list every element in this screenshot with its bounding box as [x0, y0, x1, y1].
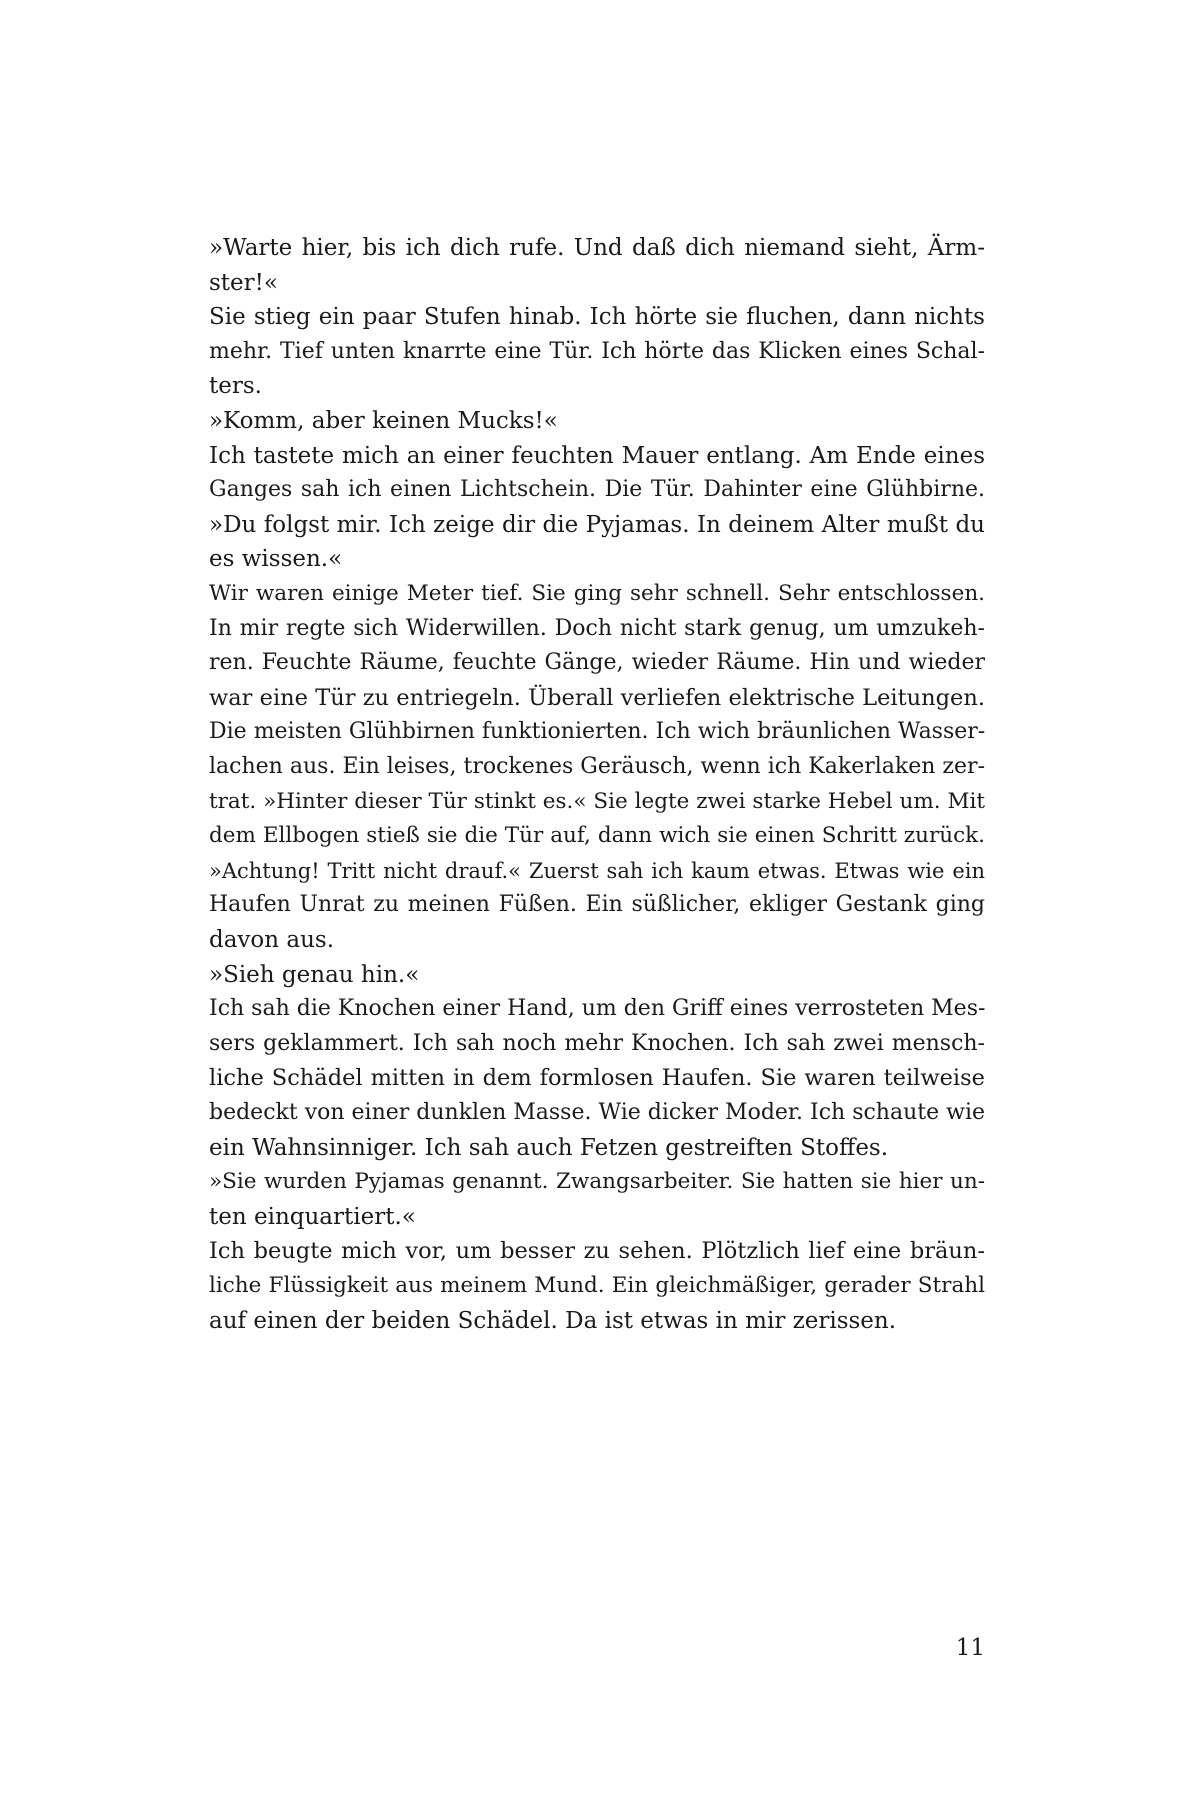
text-line: davon aus.: [209, 927, 335, 953]
text-line: ster!«: [209, 269, 278, 296]
text-line: war eine Tür zu entriegeln. Überall verliefen elektrische Leitungen.: [209, 684, 985, 711]
text-line: dem Ellbogen stieß sie die Tür auf, dann wich sie einen Schritt zurück.: [209, 823, 985, 849]
text-line: Ich sah die Knochen einer Hand, um den Griff eines verrosteten Mes-: [209, 996, 986, 1022]
text-line: auf einen der beiden Schädel. Da ist etwas in mir zerissen.: [209, 1307, 897, 1334]
text-line: ren. Feuchte Räume, feuchte Gänge, wieder Räume. Hin und wieder: [209, 650, 985, 676]
text-line: trat. »Hinter dieser Tür stinkt es.« Sie legte zwei starke Hebel um. Mit: [209, 788, 985, 814]
text-line: In mir regte sich Widerwillen. Doch nicht stark genug, um umzukeh-: [209, 615, 985, 641]
text-line: es wissen.«: [209, 546, 343, 573]
text-line: ten einquartiert.«: [209, 1203, 416, 1230]
text-line: Haufen Unrat zu meinen Füßen. Ein süßlicher, ekliger Gestank ging: [209, 892, 985, 918]
text-line: Die meisten Glühbirnen funktionierten. Ich wich bräunlichen Wasser-: [209, 719, 986, 745]
text-line: sers geklammert. Ich sah noch mehr Knochen. Ich sah zwei mensch-: [209, 1030, 985, 1056]
text-line: ters.: [209, 373, 262, 400]
text-line: »Warte hier, bis ich dich rufe. Und daß dich niemand sieht, Ärm-: [209, 235, 985, 261]
text-line: »Sie wurden Pyjamas genannt. Zwangsarbeiter. Sie hatten sie hier un-: [209, 1169, 985, 1195]
text-line: Ganges sah ich einen Lichtschein. Die Tür. Dahinter eine Glühbirne.: [209, 477, 985, 503]
text-line: liche Flüssigkeit aus meinem Mund. Ein gleichmäßiger, gerader Strahl: [209, 1273, 985, 1298]
text-line: »Komm, aber keinen Mucks!«: [209, 408, 558, 434]
text-line: lachen aus. Ein leises, trockenes Geräusch, wenn ich Kakerlaken zer-: [209, 754, 985, 779]
text-line: »Sieh genau hin.«: [209, 961, 420, 988]
text-line: Ich tastete mich an einer feuchten Mauer entlang. Am Ende eines: [209, 442, 985, 469]
text-line: Sie stieg ein paar Stufen hinab. Ich hörte sie fluchen, dann nichts: [209, 304, 985, 331]
text-line: liche Schädel mitten in dem formlosen Haufen. Sie waren teilweise: [209, 1065, 985, 1092]
text-line: Wir waren einige Meter tief. Sie ging sehr schnell. Sehr entschlossen.: [209, 581, 985, 606]
text-line: »Achtung! Tritt nicht drauf.« Zuerst sah ich kaum etwas. Etwas wie ein: [209, 858, 985, 883]
text-line: Ich beugte mich vor, um besser zu sehen. Plötzlich lief eine bräun-: [209, 1238, 985, 1265]
text-line: ein Wahnsinniger. Ich sah auch Fetzen gestreiften Stoffes.: [209, 1134, 889, 1161]
text-line: mehr. Tief unten knarrte eine Tür. Ich hörte das Klicken eines Schal-: [209, 338, 985, 364]
page-number: 11: [955, 1635, 985, 1661]
text-line: bedeckt von einer dunklen Masse. Wie dicker Moder. Ich schaute wie: [209, 1100, 985, 1125]
text-line: »Du folgst mir. Ich zeige dir die Pyjamas. In deinem Alter mußt du: [209, 511, 985, 538]
